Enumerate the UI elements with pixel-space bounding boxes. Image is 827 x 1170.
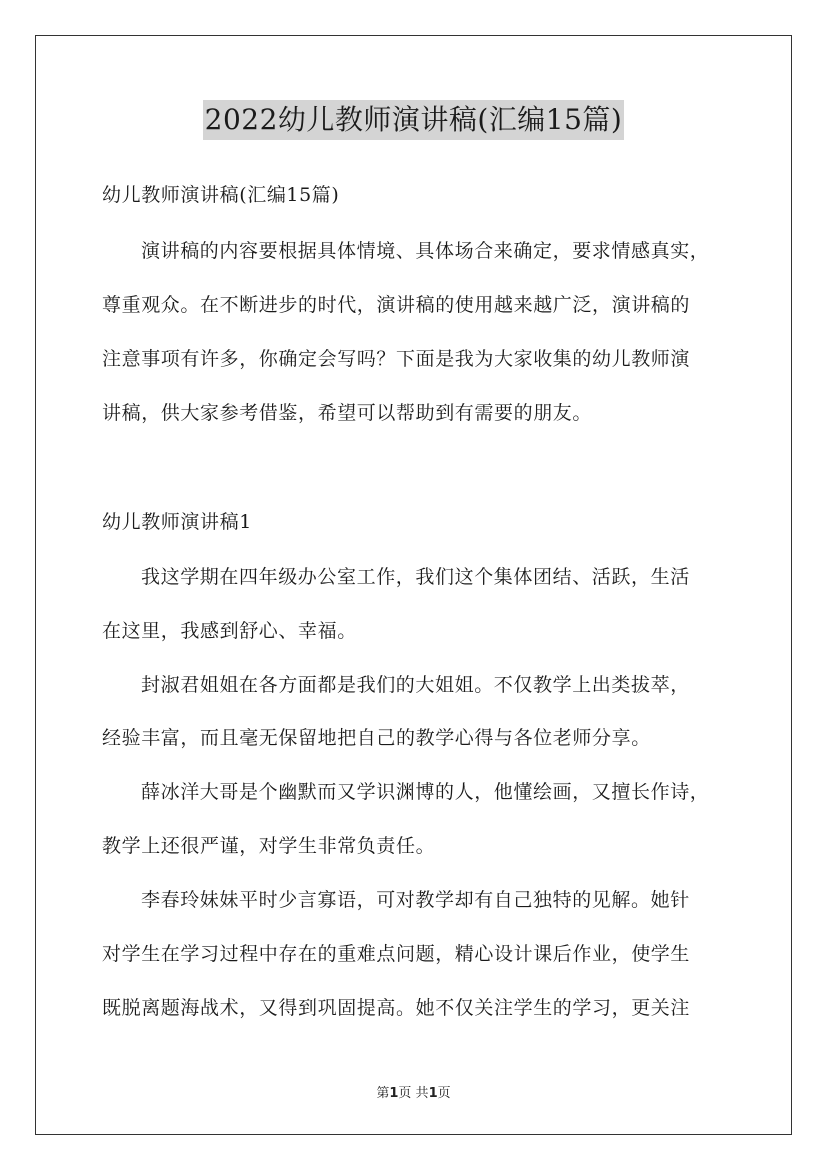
body-line: 经验丰富，而且毫无保留地把自己的教学心得与各位老师分享。 xyxy=(102,727,651,749)
footer-mid: 页 共 xyxy=(398,1086,429,1101)
subtitle: 幼儿教师演讲稿(汇编15篇) xyxy=(102,184,340,206)
body-line: 对学生在学习过程中存在的重难点问题，精心设计课后作业，使学生 xyxy=(102,943,691,965)
section-heading: 幼儿教师演讲稿1 xyxy=(102,511,252,533)
body-line: 薛冰洋大哥是个幽默而又学识渊博的人，他懂绘画，又擅长作诗， xyxy=(141,781,710,803)
body-line: 李春玲妹妹平时少言寡语，可对教学却有自己独特的见解。她针 xyxy=(141,889,690,911)
footer-suffix: 页 xyxy=(437,1086,451,1101)
title-container xyxy=(0,100,827,140)
document-title: 2022幼儿教师演讲稿(汇编15篇) xyxy=(203,100,625,140)
intro-line: 注意事项有许多，你确定会写吗？下面是我为大家收集的幼儿教师演 xyxy=(102,348,691,370)
intro-line: 演讲稿的内容要根据具体情境、具体场合来确定，要求情感真实， xyxy=(141,240,710,262)
footer-prefix: 第 xyxy=(376,1086,390,1101)
body-line: 我这学期在四年级办公室工作，我们这个集体团结、活跃，生活 xyxy=(141,566,690,588)
intro-line: 讲稿，供大家参考借鉴，希望可以帮助到有需要的朋友。 xyxy=(102,402,593,424)
intro-line: 尊重观众。在不断进步的时代，演讲稿的使用越来越广泛，演讲稿的 xyxy=(102,294,691,316)
page-footer xyxy=(0,1082,827,1101)
body-line: 在这里，我感到舒心、幸福。 xyxy=(102,620,357,642)
body-line: 既脱离题海战术，又得到巩固提高。她不仅关注学生的学习，更关注 xyxy=(102,997,691,1019)
footer-total-number: 1 xyxy=(428,1086,438,1101)
body-line: 封淑君姐姐在各方面都是我们的大姐姐。不仅教学上出类拔萃， xyxy=(141,674,690,696)
body-line: 教学上还很严谨，对学生非常负责任。 xyxy=(102,835,436,857)
footer-page-number: 1 xyxy=(389,1086,399,1101)
